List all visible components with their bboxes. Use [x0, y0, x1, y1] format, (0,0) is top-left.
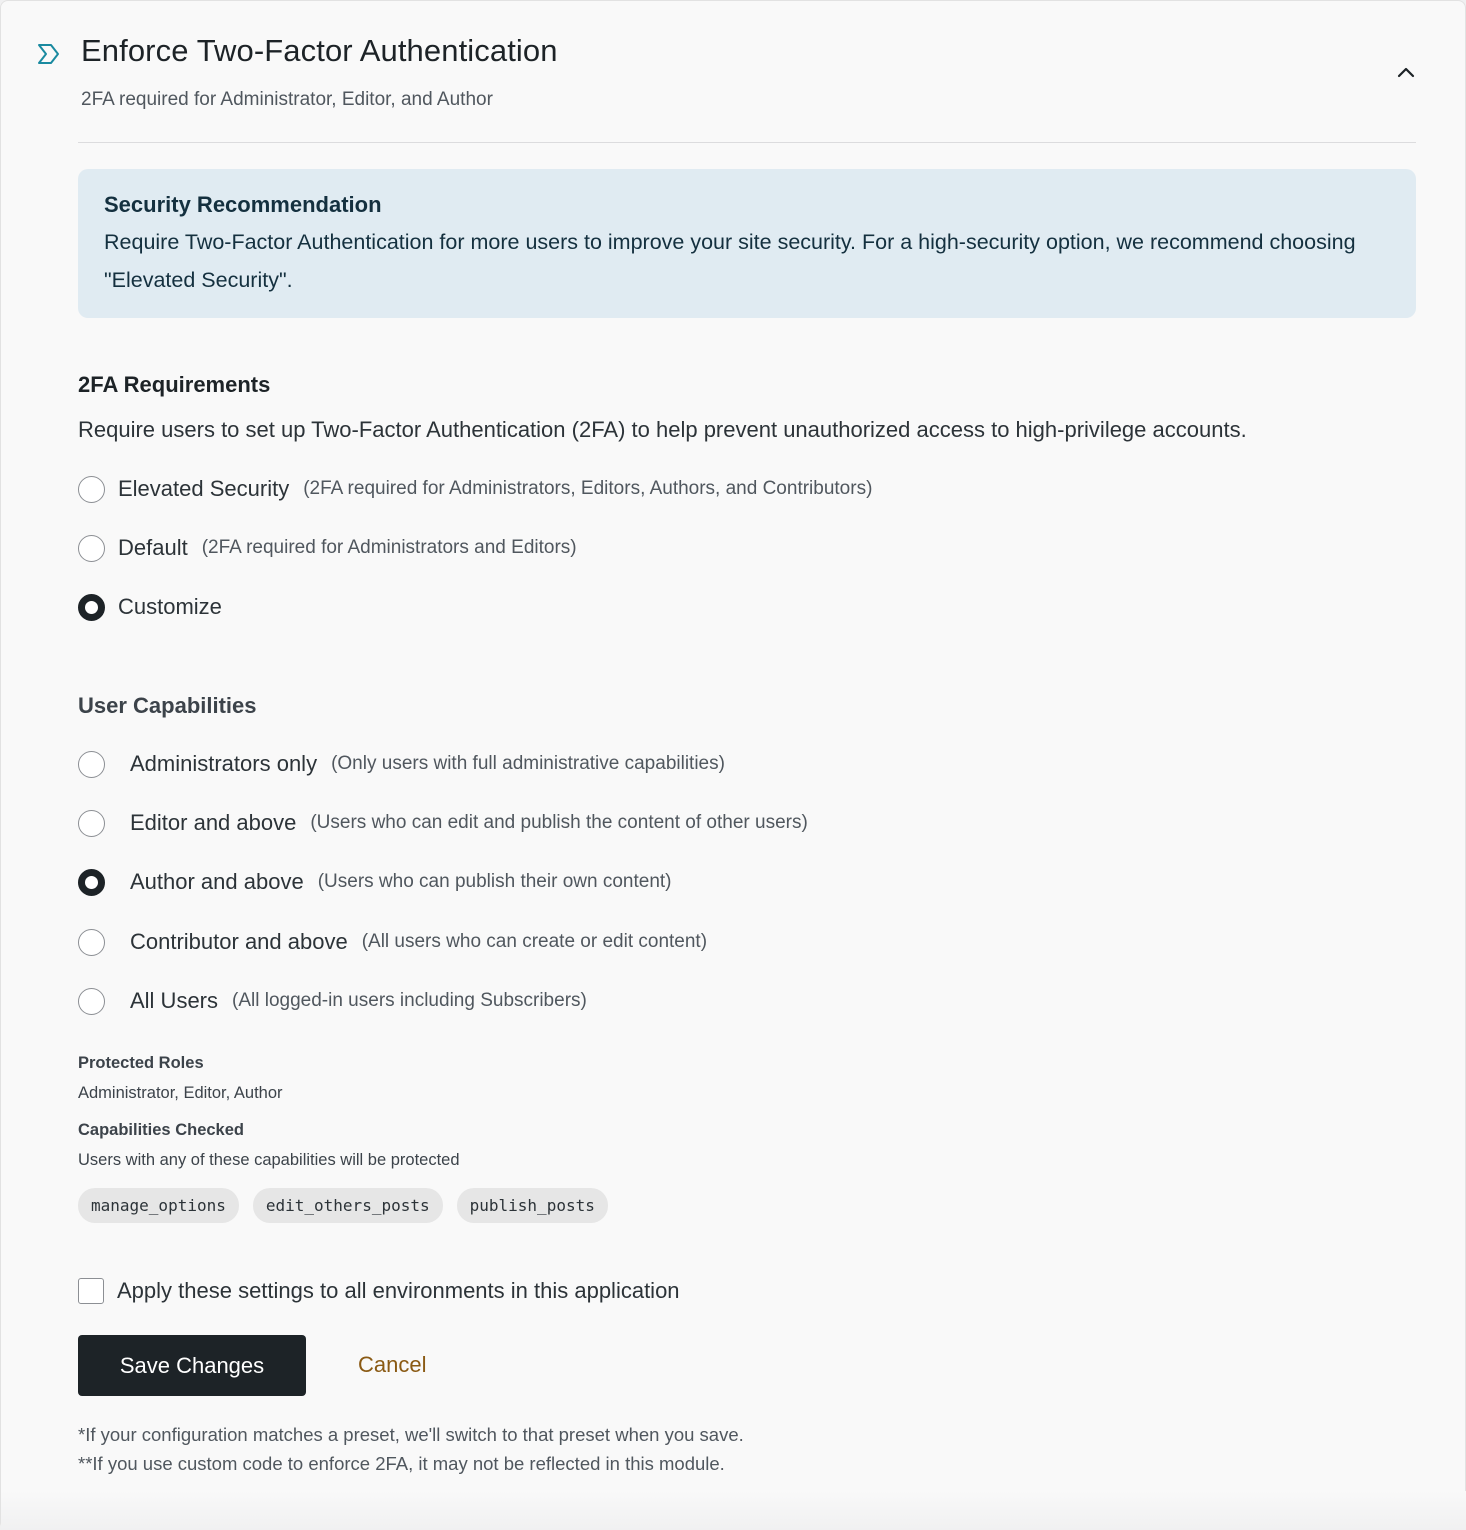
radio-contributor-and-above[interactable]: [78, 927, 707, 957]
radio-elevated-security[interactable]: [78, 474, 872, 504]
capability-chips: [78, 1188, 608, 1223]
radio-hint: (2FA required for Administrators, Editors, Authors, and Contributors): [303, 478, 873, 499]
radio-editor-and-above[interactable]: [78, 808, 808, 838]
radio-customize[interactable]: [78, 592, 222, 622]
capability-chip: manage_options: [78, 1188, 239, 1223]
radio-button[interactable]: [78, 535, 105, 562]
radio-default[interactable]: [78, 533, 577, 563]
radio-button[interactable]: [78, 476, 105, 503]
apply-all-environments-option[interactable]: [78, 1278, 680, 1304]
notice-body: Require Two-Factor Authentication for more users to improve your site security. For a high-security option, we recommend choosing "Elevated Security".: [104, 230, 1356, 292]
requirements-title: 2FA Requirements: [78, 372, 271, 397]
capabilities-checked-label: Capabilities Checked: [78, 1121, 244, 1139]
chevron-up-icon[interactable]: [1393, 59, 1419, 85]
notice-title: Security Recommendation: [104, 192, 382, 217]
radio-label: Customize: [118, 594, 222, 619]
protected-roles-label: Protected Roles: [78, 1054, 204, 1072]
radio-button[interactable]: [78, 594, 105, 621]
radio-hint: (Users who can publish their own content): [317, 871, 672, 892]
footnote-preset: *If your configuration matches a preset, we'll switch to that preset when you save.: [78, 1424, 744, 1445]
radio-label: All Users: [130, 988, 219, 1013]
radio-label: Default: [118, 535, 188, 560]
radio-author-and-above[interactable]: [78, 867, 672, 897]
page-title: Enforce Two-Factor Authentication: [81, 33, 558, 68]
radio-label: Editor and above: [130, 810, 297, 835]
radio-button[interactable]: [78, 988, 105, 1015]
radio-label: Administrators only: [130, 751, 318, 776]
cancel-link[interactable]: Cancel: [358, 1352, 427, 1377]
radio-hint: (All users who can create or edit content): [361, 931, 708, 952]
apply-all-checkbox[interactable]: [78, 1278, 104, 1304]
capability-chip: publish_posts: [457, 1188, 608, 1223]
radio-button[interactable]: [78, 929, 105, 956]
requirements-description: Require users to set up Two-Factor Authentication (2FA) to help prevent unauthorized access to high-privilege accounts.: [78, 417, 1247, 442]
chevron-arrow-icon: [37, 43, 61, 65]
radio-label: Elevated Security: [118, 476, 290, 501]
protected-roles-value: Administrator, Editor, Author: [78, 1084, 283, 1102]
security-recommendation-notice: [78, 169, 1416, 318]
save-changes-button[interactable]: Save Changes: [78, 1335, 306, 1396]
radio-button[interactable]: [78, 810, 105, 837]
radio-administrators-only[interactable]: [78, 749, 725, 779]
capabilities-checked-description: Users with any of these capabilities will be protected: [78, 1151, 460, 1169]
radio-label: Contributor and above: [130, 929, 348, 954]
header-divider: [78, 142, 1416, 143]
footnote-custom-code: **If you use custom code to enforce 2FA, it may not be reflected in this module.: [78, 1453, 725, 1474]
radio-hint: (Only users with full administrative capabilities): [331, 753, 725, 774]
capabilities-title: User Capabilities: [78, 693, 257, 718]
radio-label: Author and above: [130, 869, 304, 894]
page-subtitle: 2FA required for Administrator, Editor, and Author: [81, 89, 493, 110]
apply-all-label: Apply these settings to all environments in this application: [117, 1278, 680, 1303]
radio-all-users[interactable]: [78, 986, 587, 1016]
radio-hint: (All logged-in users including Subscribers): [232, 990, 587, 1011]
bottom-fade: [1, 1491, 1466, 1530]
radio-hint: (Users who can edit and publish the content of other users): [310, 812, 808, 833]
capability-chip: edit_others_posts: [253, 1188, 443, 1223]
radio-hint: (2FA required for Administrators and Editors): [201, 537, 577, 558]
radio-button[interactable]: [78, 869, 105, 896]
radio-button[interactable]: [78, 751, 105, 778]
